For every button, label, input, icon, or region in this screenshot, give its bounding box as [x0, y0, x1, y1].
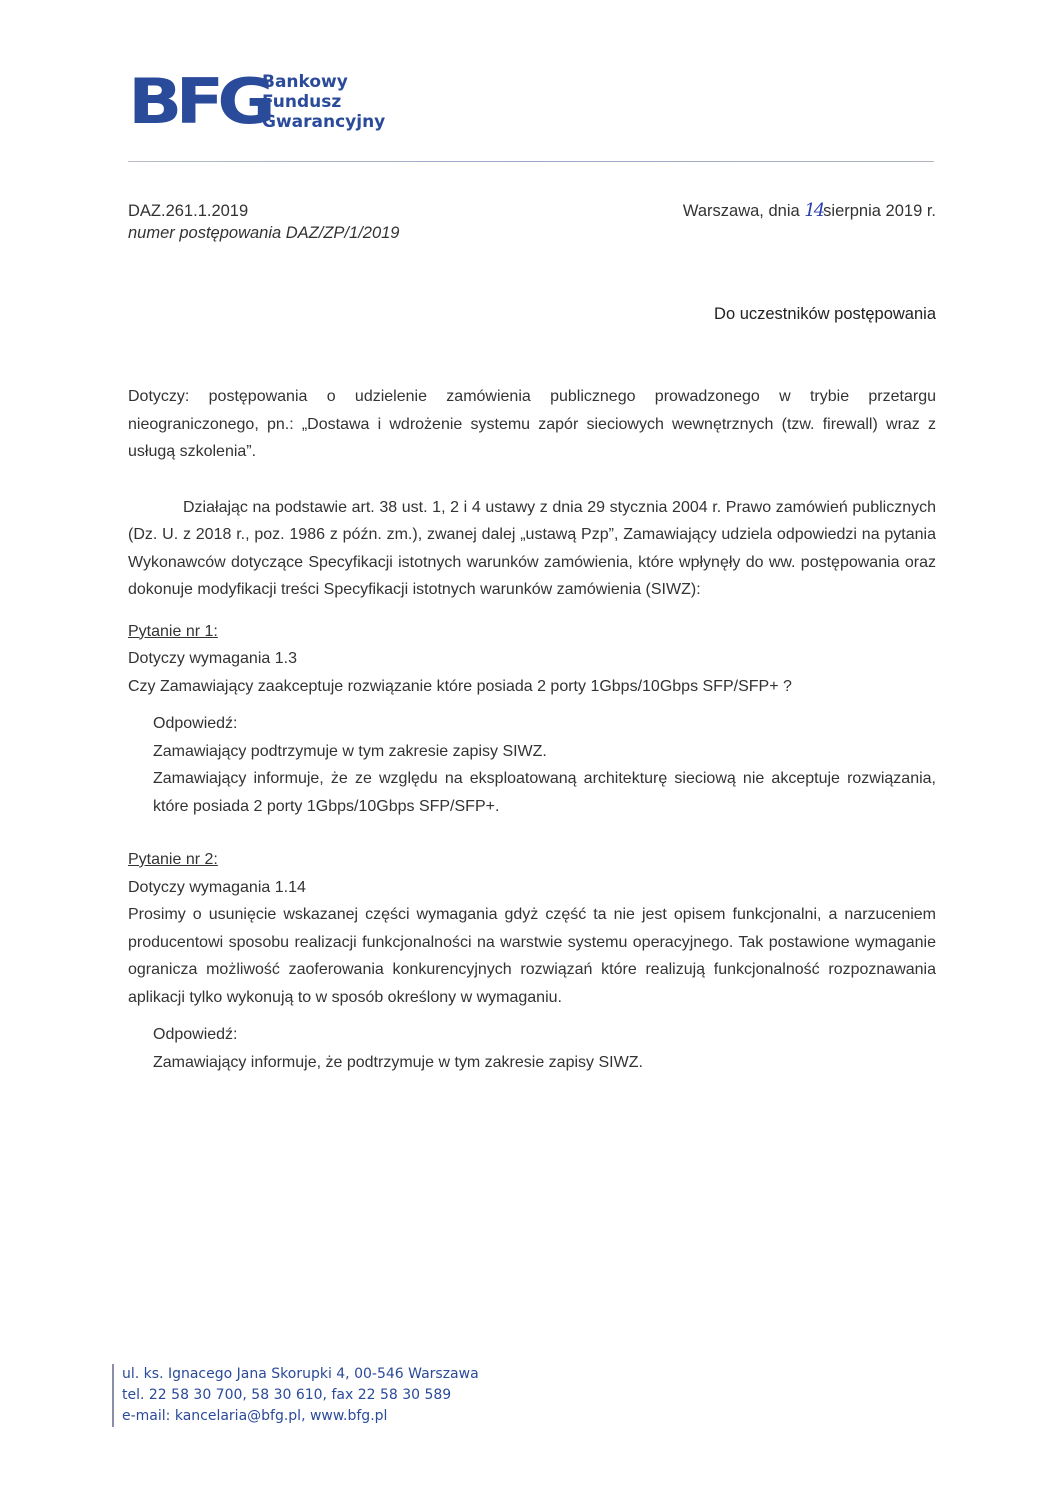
- case-number: numer postępowania DAZ/ZP/1/2019: [128, 224, 400, 242]
- question-heading: Pytanie nr 2:: [128, 851, 218, 868]
- logo-text: [262, 72, 385, 132]
- logo-line: Fundusz: [262, 92, 342, 112]
- footer-address: ul. ks. Ignacego Jana Skorupki 4, 00-546 Warszawa: [122, 1366, 479, 1382]
- footer-email: e-mail: kancelaria@bfg.pl, www.bfg.pl: [122, 1408, 388, 1424]
- logo-line: Bankowy: [262, 72, 348, 92]
- question-text: Czy Zamawiający zaakceptuje rozwiązanie które posiada 2 porty 1Gbps/10Gbps SFP/SFP+ ?: [128, 677, 792, 695]
- date-prefix: Warszawa, dnia: [682, 202, 805, 220]
- question-heading: Pytanie nr 1:: [128, 622, 218, 640]
- answer-block: [153, 710, 936, 820]
- question-text: Prosimy o usunięcie wskazanej części wymagania gdyż część ta nie jest opisem funkcjonalni, a narzuceniem producentowi sposobu realizacji funkcjonalności na warstwie systemu operacyjnego. Tak postawione wymaganie ogranicza możliwość zaoferowania konkurencyjnych rozwiązań które realizują funkcjonalność rozpoznawania aplikacji tylko wykonują to w sposób określony w wymaganiu.: [128, 906, 936, 1006]
- question-requirement: Dotyczy wymagania 1.3: [128, 650, 297, 667]
- footer-contact: [112, 1364, 479, 1427]
- date-suffix: sierpnia 2019 r.: [823, 202, 936, 220]
- logo-mark: BFG: [128, 65, 269, 138]
- answer-text: Zamawiający informuje, że ze względu na eksploatowaną architekturę sieciową nie akceptuje rozwiązania, które posiada 2 porty 1Gbps/10Gbps SFP/SFP+.: [153, 770, 936, 815]
- reference-number: DAZ.261.1.2019: [128, 202, 249, 220]
- reference-block: [128, 200, 400, 244]
- question-block: [128, 618, 936, 821]
- letter-body: [128, 383, 936, 1076]
- answer-block: [153, 1021, 936, 1076]
- logo-line: Gwarancyjny: [262, 112, 386, 132]
- handwritten-day: 14: [804, 200, 824, 221]
- question-requirement: Dotyczy wymagania 1.14: [128, 878, 306, 896]
- answer-text: Zamawiający podtrzymuje w tym zakresie zapisy SIWZ.: [153, 742, 547, 760]
- answer-label: Odpowiedź:: [153, 715, 238, 732]
- footer-phone: tel. 22 58 30 700, 58 30 610, fax 22 58 30 589: [122, 1387, 452, 1403]
- header-divider: [128, 161, 934, 162]
- recipient: Do uczestników postępowania: [714, 305, 936, 323]
- intro-paragraph: Działając na podstawie art. 38 ust. 1, 2 i 4 ustawy z dnia 29 stycznia 2004 r. Prawo zamówień publicznych (Dz. U. z 2018 r., poz. 1986 z późn. zm.), zwanej dalej „ustawą Pzp”, Zamawiający udziela odpowiedzi na pytania Wykonawców dotyczące Specyfikacji istotnych warunków zamówienia, które wpłynęły do ww. postępowania oraz dokonuje modyfikacji treści Specyfikacji istotnych warunków zamówienia (SIWZ):: [128, 498, 936, 598]
- answer-text: Zamawiający informuje, że podtrzymuje w tym zakresie zapisy SIWZ.: [153, 1053, 643, 1071]
- answer-label: Odpowiedź:: [153, 1026, 238, 1043]
- date-line: [683, 200, 936, 221]
- bfg-logo: [128, 65, 386, 138]
- question-block: [128, 846, 936, 1076]
- subject-paragraph: Dotyczy: postępowania o udzielenie zamówienia publicznego prowadzonego w trybie przetargu nieograniczonego, pn.: „Dostawa i wdrożenie systemu zapór sieciowych wewnętrznych (tzw. firewall) wraz z usługą szkolenia”.: [128, 388, 936, 460]
